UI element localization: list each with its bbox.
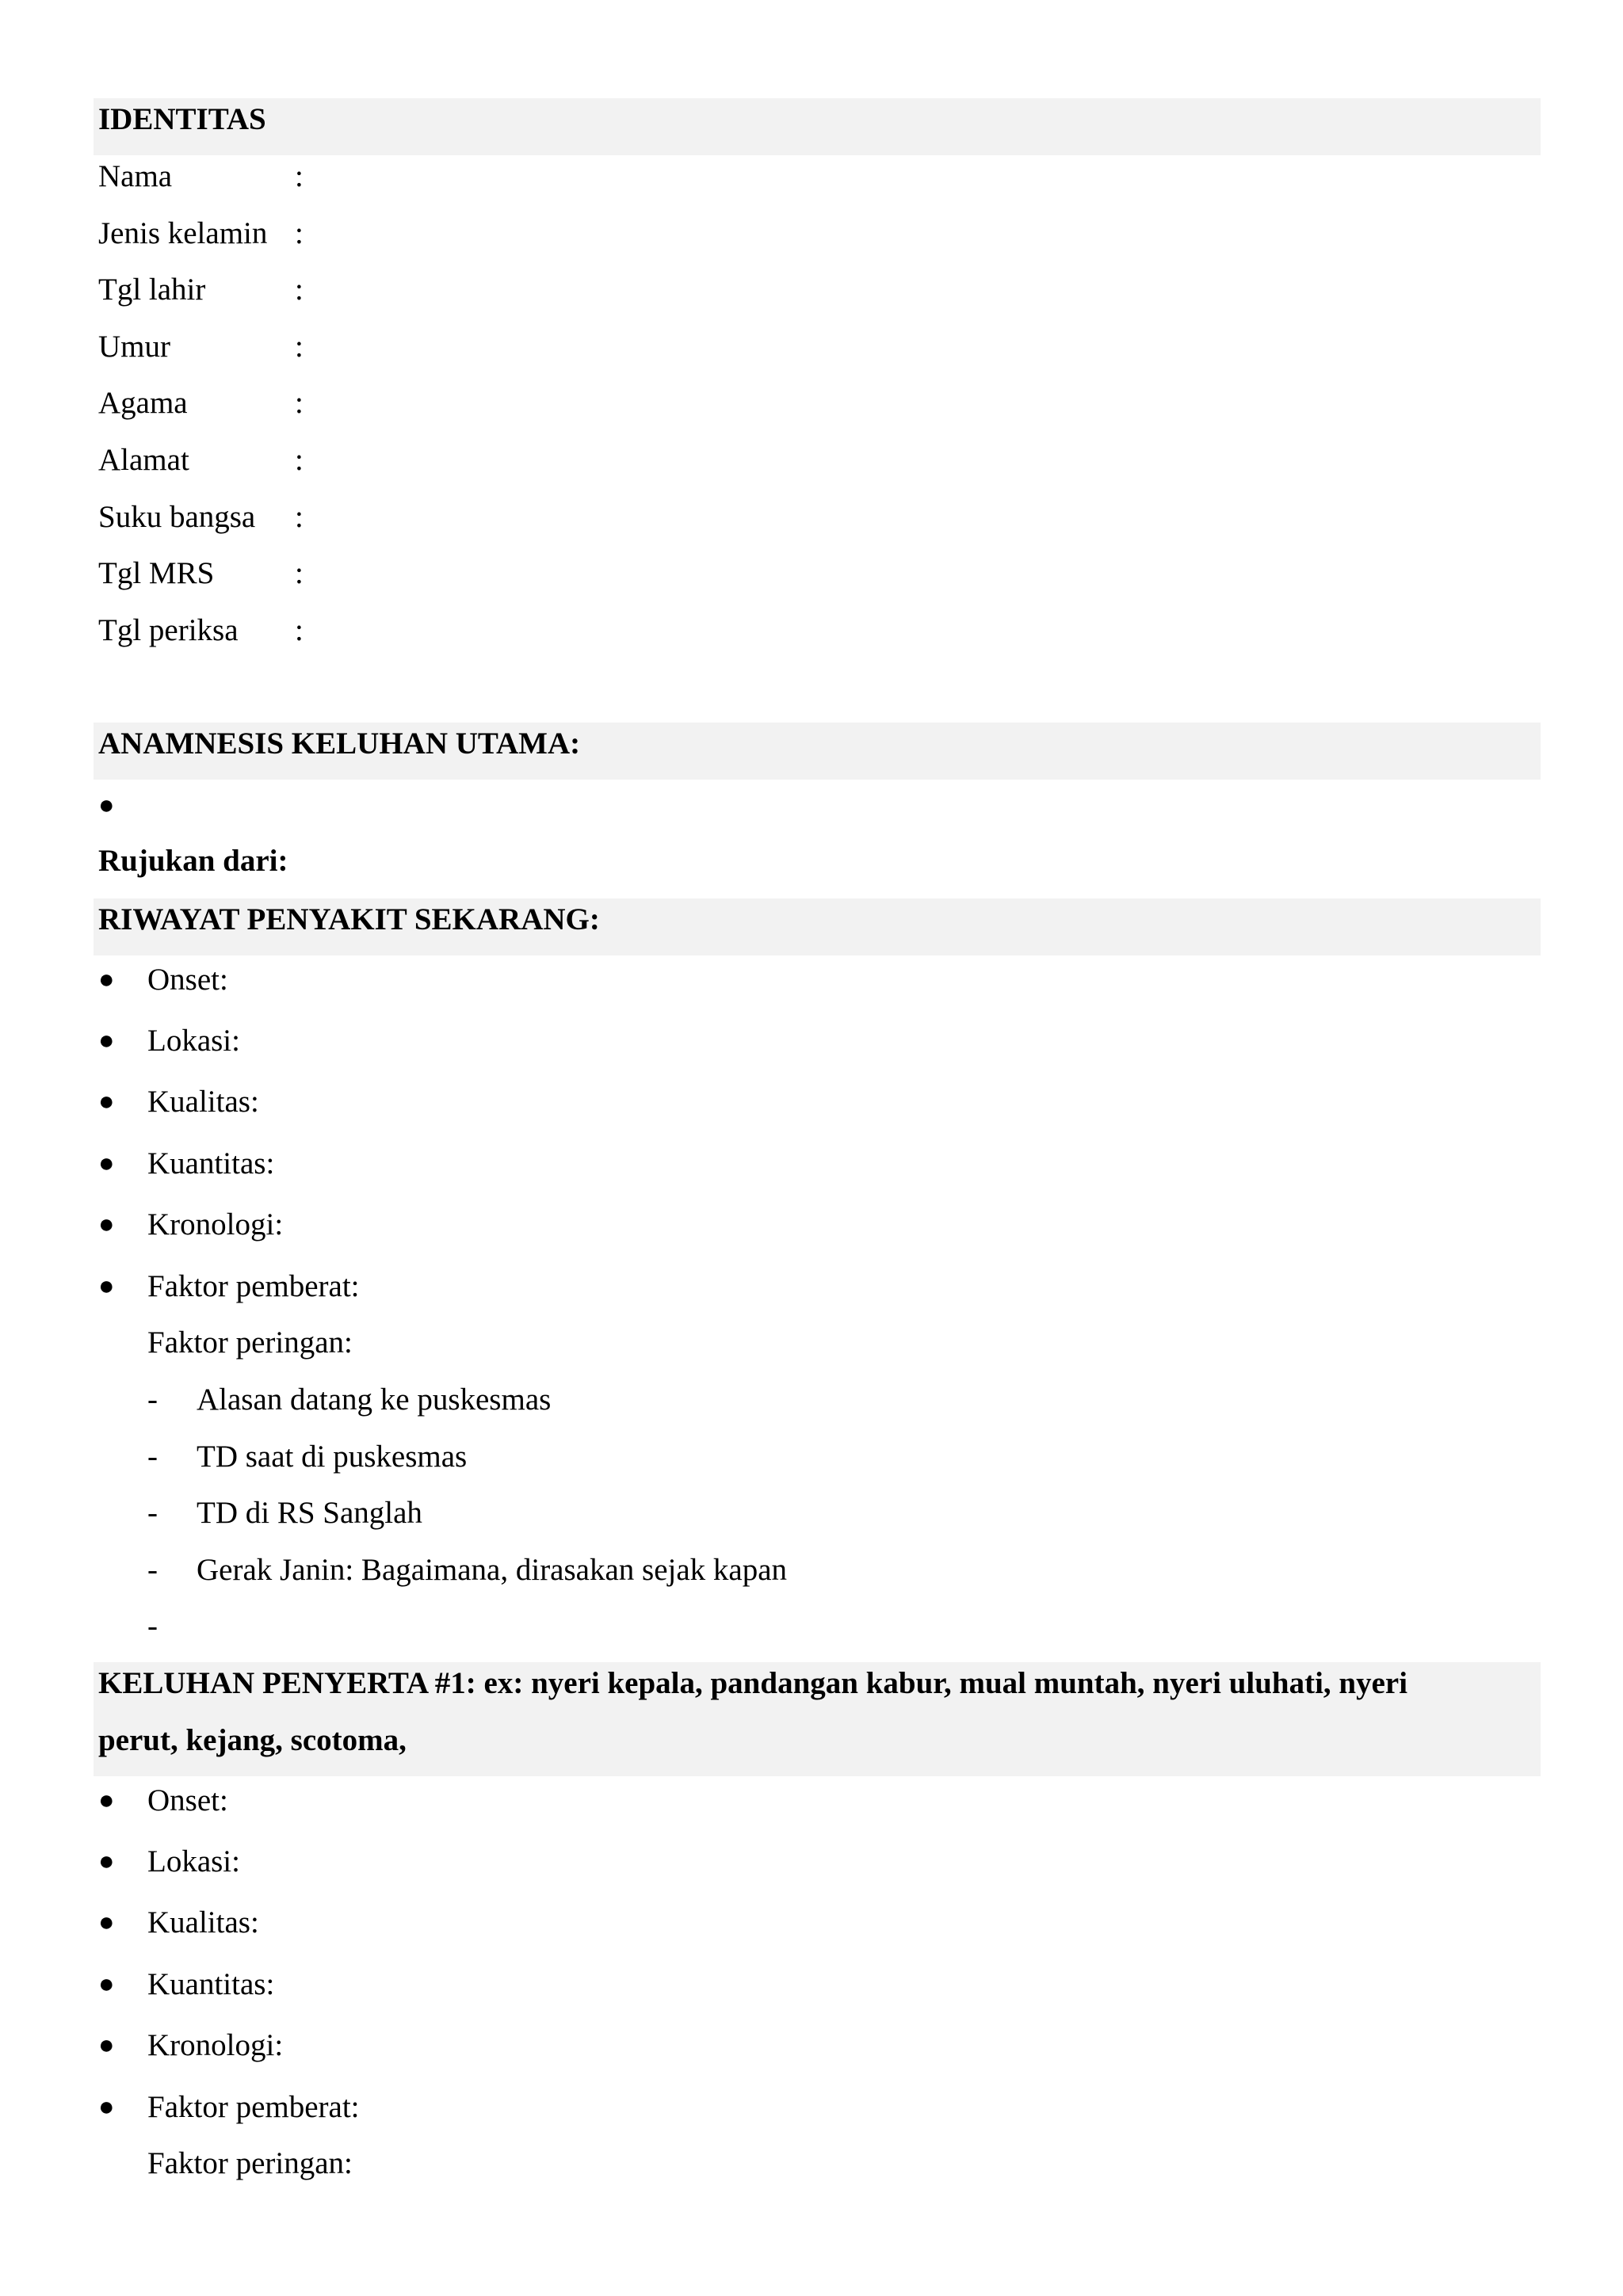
rujukan-label: Rujukan dari:	[98, 844, 288, 878]
field-label-alamat: Alamat	[98, 443, 189, 477]
field-label-agama: Agama	[98, 386, 188, 420]
list-item-faktor-pemberat: Faktor pemberat:	[147, 2090, 360, 2124]
dash-marker: -	[147, 1553, 158, 1587]
list-item-kuantitas: Kuantitas:	[147, 1146, 275, 1180]
dash-item-td-puskesmas: TD saat di puskesmas	[197, 1440, 468, 1474]
list-item-onset: Onset:	[147, 1783, 228, 1817]
section-heading-keluhan-penyerta-line1: KELUHAN PENYERTA #1: ex: nyeri kepala, pandangan kabur, mual muntah, nyeri uluhati, nyeri	[98, 1666, 1408, 1700]
field-label-tgl-mrs: Tgl MRS	[98, 556, 215, 590]
bullet-icon: ●	[98, 1847, 115, 1876]
faktor-peringan-label: Faktor peringan:	[147, 2146, 353, 2180]
list-item-kualitas: Kualitas:	[147, 1085, 259, 1119]
bullet-icon: ●	[98, 1908, 115, 1937]
dash-marker: -	[147, 1440, 158, 1474]
field-label-umur: Umur	[98, 330, 170, 364]
bullet-icon: ●	[98, 1786, 115, 1815]
bullet-icon: ●	[98, 1026, 115, 1055]
field-colon: :	[295, 330, 304, 364]
section-heading-keluhan-penyerta-line2: perut, kejang, scotoma,	[98, 1723, 407, 1757]
list-item-lokasi: Lokasi:	[147, 1024, 240, 1058]
dash-marker: -	[147, 1383, 158, 1417]
field-colon: :	[295, 556, 304, 590]
bullet-icon: ●	[98, 791, 115, 820]
field-colon: :	[295, 443, 304, 477]
field-label-tgl-lahir: Tgl lahir	[98, 273, 206, 307]
field-colon: :	[295, 613, 304, 647]
list-item-kronologi: Kronologi:	[147, 2028, 284, 2062]
field-colon: :	[295, 159, 304, 193]
dash-item-td-rs: TD di RS Sanglah	[197, 1496, 422, 1530]
bullet-icon: ●	[98, 2031, 115, 2060]
section-heading-identitas: IDENTITAS	[98, 102, 266, 136]
field-label-nama: Nama	[98, 159, 173, 193]
bullet-icon: ●	[98, 1272, 115, 1301]
list-item-kronologi: Kronologi:	[147, 1207, 284, 1241]
field-label-jenis-kelamin: Jenis kelamin	[98, 216, 268, 250]
section-heading-riwayat: RIWAYAT PENYAKIT SEKARANG:	[98, 902, 600, 936]
bullet-icon: ●	[98, 1210, 115, 1239]
bullet-icon: ●	[98, 2092, 115, 2122]
field-colon: :	[295, 386, 304, 420]
field-colon: :	[295, 500, 304, 534]
dash-item-alasan: Alasan datang ke puskesmas	[197, 1383, 552, 1417]
list-item-onset: Onset:	[147, 963, 228, 997]
field-label-suku-bangsa: Suku bangsa	[98, 500, 256, 534]
dash-marker: -	[147, 1609, 158, 1643]
section-heading-anamnesis: ANAMNESIS KELUHAN UTAMA:	[98, 727, 581, 761]
dash-item-gerak-janin: Gerak Janin: Bagaimana, dirasakan sejak kapan	[197, 1553, 788, 1587]
faktor-peringan-label: Faktor peringan:	[147, 1325, 353, 1360]
list-item-kuantitas: Kuantitas:	[147, 1967, 275, 2001]
dash-marker: -	[147, 1496, 158, 1530]
list-item-lokasi: Lokasi:	[147, 1844, 240, 1878]
list-item-kualitas: Kualitas:	[147, 1905, 259, 1939]
bullet-icon: ●	[98, 1149, 115, 1178]
field-label-tgl-periksa: Tgl periksa	[98, 613, 239, 647]
field-colon: :	[295, 216, 304, 250]
field-colon: :	[295, 273, 304, 307]
bullet-icon: ●	[98, 1087, 115, 1116]
bullet-icon: ●	[98, 1970, 115, 1999]
section-band-identitas	[94, 98, 1541, 155]
bullet-icon: ●	[98, 965, 115, 994]
list-item-faktor-pemberat: Faktor pemberat:	[147, 1269, 360, 1303]
